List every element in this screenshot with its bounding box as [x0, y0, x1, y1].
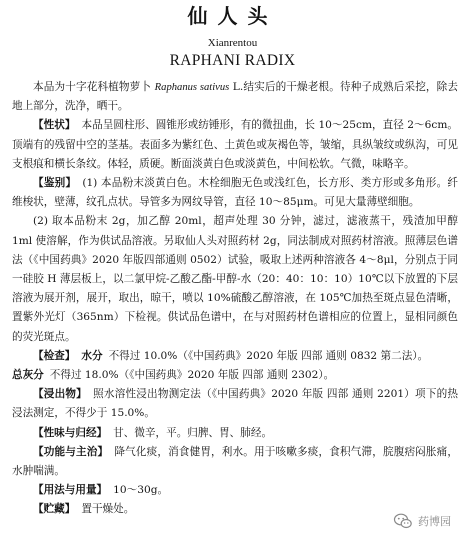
pinyin-name: Xianrentou	[207, 37, 258, 49]
function-text: 降气化痰，消食健胃，利水。用于咳嗽多痰，食积气滞，脘腹痞闷胀痛，水肿喘满。	[12, 445, 459, 478]
identification-item-1: (1) 本品粉末淡黄白色。木栓细胞无色或浅红色，长方形、类方形或多角形。纤维梭状，壁薄，纹孔点状。导管多为网纹导管，直径 10～85μm。可见大量薄壁细胞。	[12, 177, 458, 209]
identification-section	[12, 174, 458, 212]
ash-line	[12, 366, 458, 385]
function-section	[12, 443, 458, 481]
identification-heading: 【鉴别】	[33, 177, 77, 190]
page-title: 仙人头	[187, 4, 278, 28]
storage-section	[12, 500, 458, 519]
monograph-body	[12, 78, 458, 520]
watermark	[393, 510, 451, 532]
character-text: 本品呈圆柱形、圆锥形或纺锤形，有的微扭曲，长 10～25cm，直径 2～6cm。顶端有的残留中空的茎基。表面多为紫红色、土黄色或灰褐色等，皱缩，具纵皱纹或纵沟，可见支根痕和横长条纹。体轻，质硬。断面淡黄白色或淡黄色，中间松软。气微，味略辛。	[12, 119, 458, 170]
water-label: 水分	[81, 349, 103, 362]
nature-section	[12, 424, 458, 443]
dosage-section	[12, 481, 458, 500]
intro-paragraph	[12, 78, 458, 116]
nature-text: 甘、微辛，平。归脾、胃、肺经。	[113, 426, 273, 439]
extract-section	[12, 385, 458, 423]
ash-text: 不得过 18.0%（《中国药典》2020 年版 四部 通则 2302）。	[49, 369, 335, 382]
dosage-text: 10～30g。	[113, 484, 169, 497]
extract-heading: 【浸出物】	[33, 388, 87, 401]
function-heading: 【功能与主治】	[33, 445, 109, 458]
nature-heading: 【性味与归经】	[33, 426, 108, 439]
watermark-text: 药博园	[418, 515, 451, 528]
latin-name: RAPHANI RADIX	[169, 52, 296, 69]
ash-label: 总灰分	[12, 369, 44, 382]
identification-item-2: (2) 取本品粉末 2g，加乙醇 20ml，超声处理 30 分钟，滤过，滤液蒸干，残渣加甲醇 1ml 使溶解，作为供试品溶液。另取仙人头对照药材 2g，同法制成对照药材溶液。照薄层色谱法（《中国药典》2020 年版四部通则 0502）试验，吸取上述两种溶液各 4～8μl，分别点于同一硅胶 H 薄层板上，以二氯甲烷-乙酸乙酯-甲醇-水（20：40：10：10）10℃以下放置的下层溶液为展开剂，展开，取出，晾干，喷以 10%硫酸乙醇溶液，在 105℃加热至斑点显色清晰，置紫外光灯（365nm）下检视。供试品色谱中，在与对照药材色谱相应的位置上，显相同颜色的荧光斑点。	[12, 215, 458, 343]
wechat-icon	[393, 511, 413, 531]
intro-suffix: L.结实后的干燥老根。待种子成熟后采挖，除去地上部分，洗净，晒干。	[12, 81, 459, 113]
inspection-heading: 【检查】	[33, 349, 76, 362]
storage-text: 置干燥处。	[81, 503, 135, 516]
character-section	[12, 116, 458, 174]
storage-heading: 【贮藏】	[33, 503, 76, 516]
character-heading: 【性状】	[33, 119, 76, 132]
dosage-heading: 【用法与用量】	[33, 484, 108, 497]
identification-item-2-paragraph	[12, 212, 458, 346]
water-text: 不得过 10.0%（《中国药典》2020 年版 四部 通则 0832 第二法）。	[108, 349, 429, 362]
extract-text: 照水溶性浸出物测定法（《中国药典》2020 年版 四部 通则 2201）项下的热浸法测定，不得少于 15.0%。	[12, 388, 459, 420]
species-name: Raphanus sativus	[154, 82, 230, 93]
inspection-section	[12, 347, 458, 366]
intro-prefix: 本品为十字花科植物萝卜	[33, 81, 152, 93]
